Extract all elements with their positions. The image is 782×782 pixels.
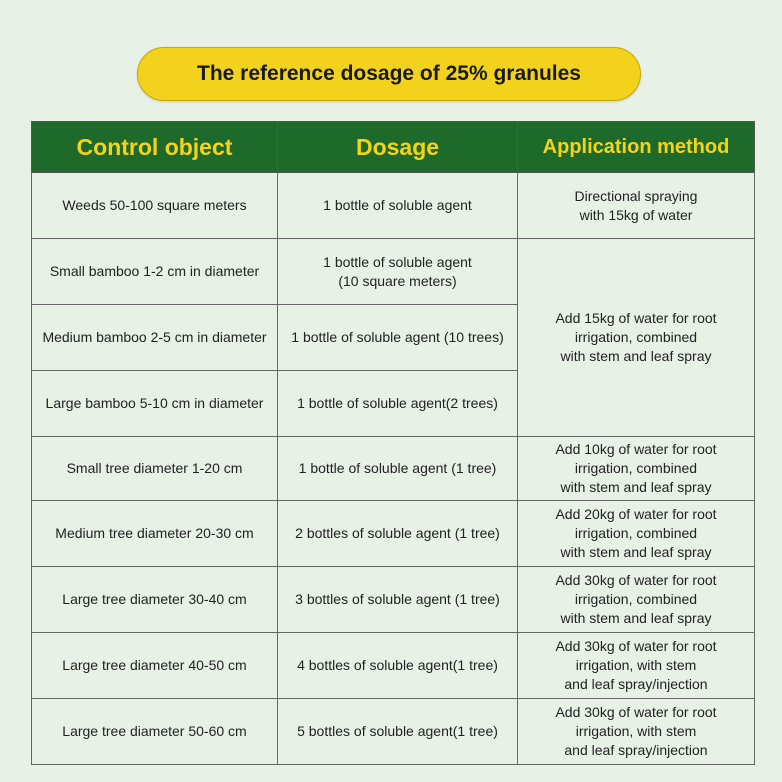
dosage-cell: 5 bottles of soluble agent(1 tree) [278, 699, 518, 765]
method-cell: Add 30kg of water for root irrigation, combined with stem and leaf spray [518, 567, 755, 633]
table-row [32, 633, 755, 699]
dosage-table [31, 121, 755, 765]
dosage-cell: 4 bottles of soluble agent(1 tree) [278, 633, 518, 699]
control-object-cell: Small tree diameter 1-20 cm [32, 437, 278, 501]
control-object-cell: Weeds 50-100 square meters [32, 173, 278, 239]
page-title: The reference dosage of 25% granules [197, 62, 581, 85]
control-object-cell: Large tree diameter 40-50 cm [32, 633, 278, 699]
control-object-cell: Small bamboo 1-2 cm in diameter [32, 239, 278, 305]
dosage-cell: 1 bottle of soluble agent [278, 173, 518, 239]
method-cell: Directional spraying with 15kg of water [518, 173, 755, 239]
control-object-cell: Large bamboo 5-10 cm in diameter [32, 371, 278, 437]
table-row [32, 567, 755, 633]
table-row [32, 173, 755, 239]
dosage-cell: 1 bottle of soluble agent(2 trees) [278, 371, 518, 437]
header-control-object: Control object [32, 122, 278, 173]
dosage-cell: 3 bottles of soluble agent (1 tree) [278, 567, 518, 633]
dosage-cell: 1 bottle of soluble agent (10 square meters) [278, 239, 518, 305]
method-cell: Add 20kg of water for root irrigation, combined with stem and leaf spray [518, 501, 755, 567]
table-row [32, 437, 755, 501]
method-cell: Add 15kg of water for root irrigation, combined with stem and leaf spray [518, 239, 755, 437]
method-cell: Add 10kg of water for root irrigation, combined with stem and leaf spray [518, 437, 755, 501]
method-cell: Add 30kg of water for root irrigation, with stem and leaf spray/injection [518, 699, 755, 765]
header-application-method: Application method [518, 122, 755, 173]
dosage-cell: 2 bottles of soluble agent (1 tree) [278, 501, 518, 567]
control-object-cell: Medium bamboo 2-5 cm in diameter [32, 305, 278, 371]
header-dosage: Dosage [278, 122, 518, 173]
title-banner [137, 47, 641, 101]
method-cell: Add 30kg of water for root irrigation, with stem and leaf spray/injection [518, 633, 755, 699]
table-row [32, 239, 755, 305]
table-header-row [32, 122, 755, 173]
control-object-cell: Large tree diameter 50-60 cm [32, 699, 278, 765]
control-object-cell: Medium tree diameter 20-30 cm [32, 501, 278, 567]
control-object-cell: Large tree diameter 30-40 cm [32, 567, 278, 633]
table-row [32, 699, 755, 765]
dosage-cell: 1 bottle of soluble agent (1 tree) [278, 437, 518, 501]
dosage-cell: 1 bottle of soluble agent (10 trees) [278, 305, 518, 371]
table-row [32, 501, 755, 567]
